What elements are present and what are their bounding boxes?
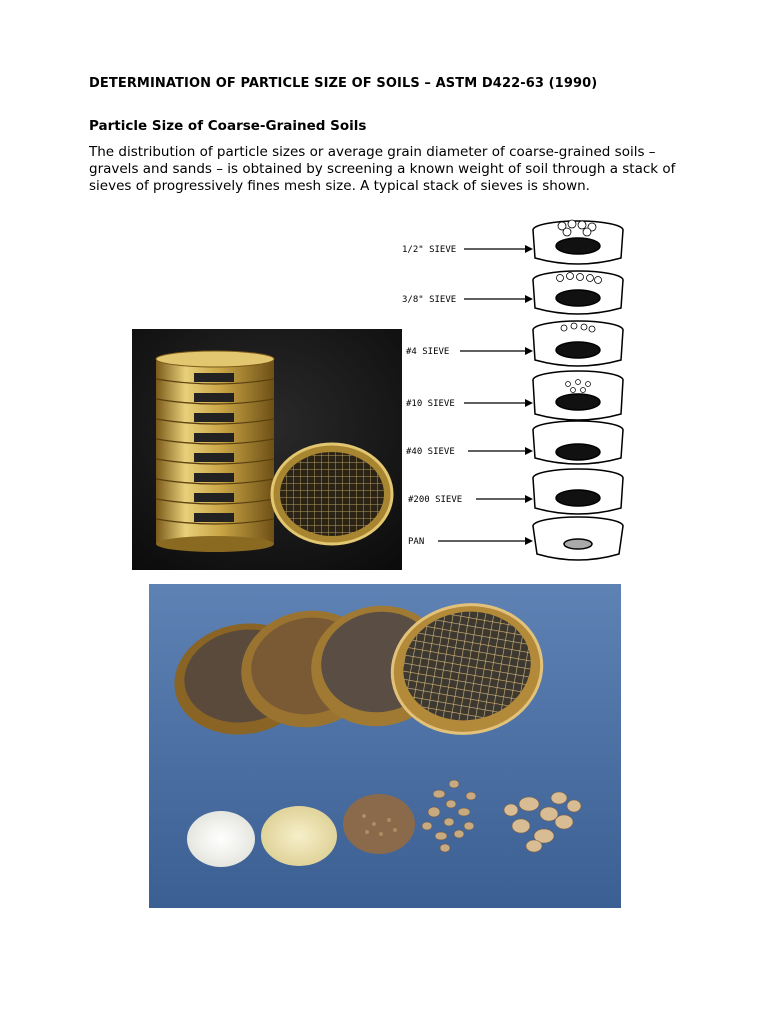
sieve-stack-diagram xyxy=(402,208,638,570)
label-half-inch-sieve: 1/2" SIEVE xyxy=(402,245,457,255)
label-no10-sieve: #10 SIEVE xyxy=(406,399,455,409)
label-three-eighths-sieve: 3/8" SIEVE xyxy=(402,295,457,305)
label-no200-sieve: #200 SIEVE xyxy=(408,495,463,505)
label-no4-sieve: #4 SIEVE xyxy=(406,347,450,357)
section-heading: Particle Size of Coarse-Grained Soils xyxy=(89,118,367,134)
page-title: DETERMINATION OF PARTICLE SIZE OF SOILS – ASTM D422-63 (1990) xyxy=(89,76,598,91)
sieves-and-soil-samples-photo xyxy=(149,584,621,908)
label-no40-sieve: #40 SIEVE xyxy=(406,447,455,457)
sieve-stack-photo xyxy=(132,329,402,570)
body-paragraph: The distribution of particle sizes or average grain diameter of coarse-grained soils – gravels and sands – is obtained by screening a known weight of soil through a stack of sieves of progressively fines mesh size. A typical stack of sieves is shown. xyxy=(89,144,676,194)
label-pan: PAN xyxy=(408,537,425,547)
